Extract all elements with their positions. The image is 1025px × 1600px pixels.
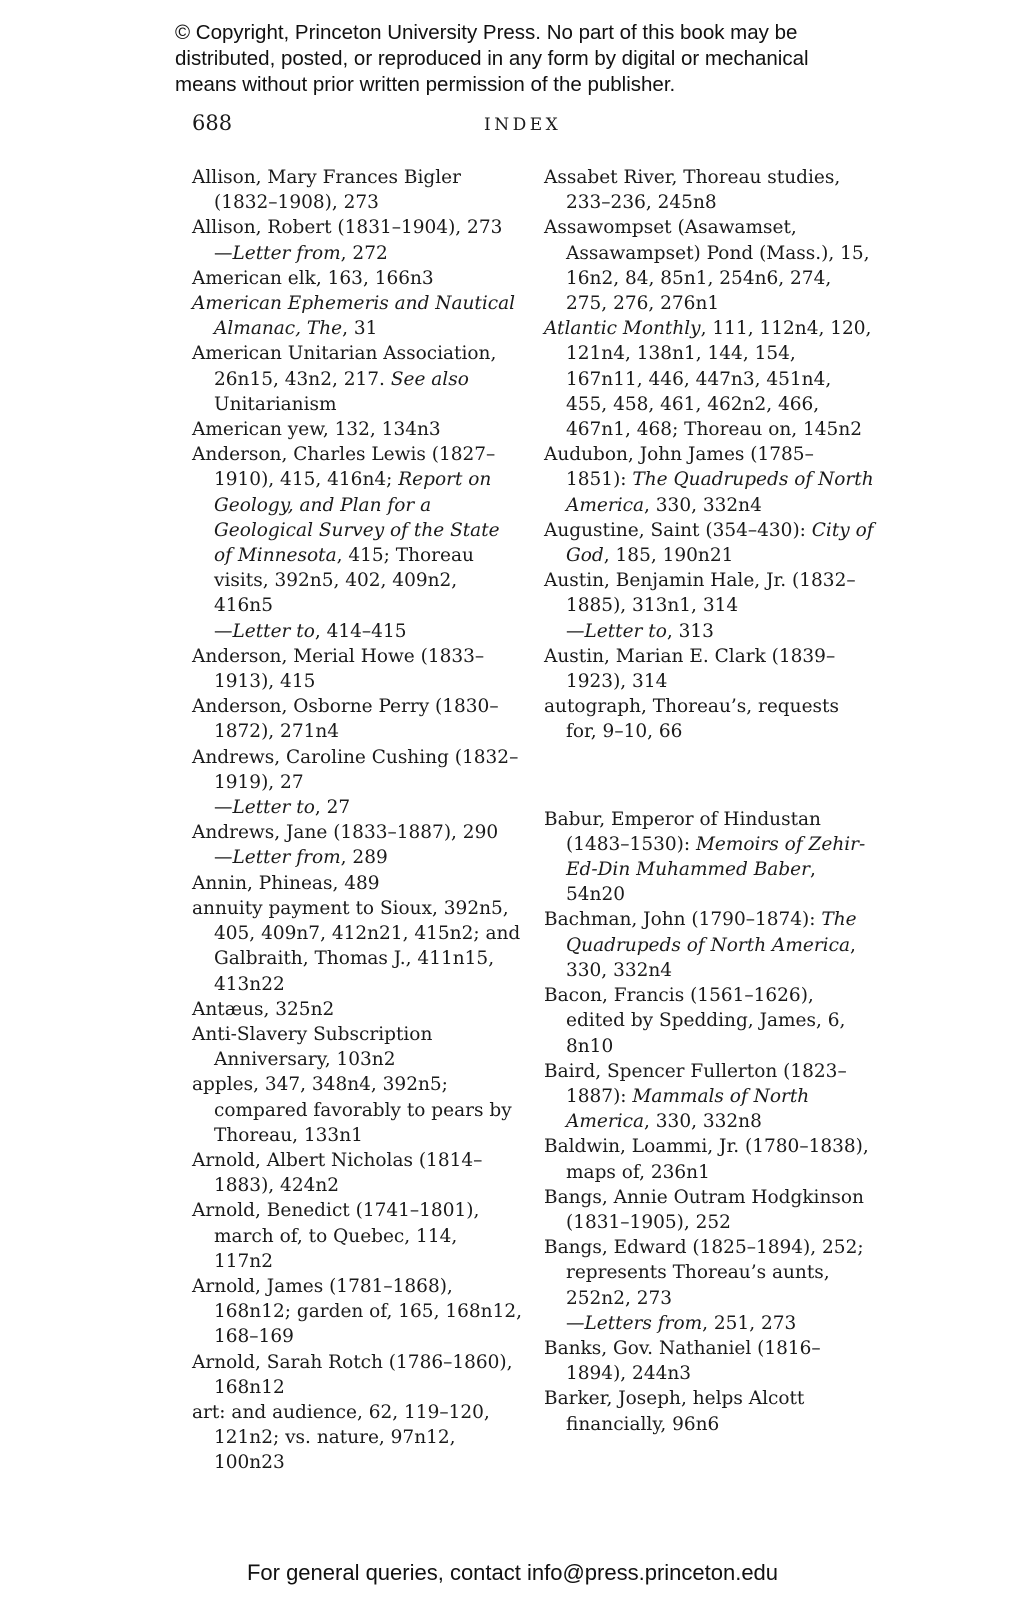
entry-text: Arnold, Benedict (1741–1801), march of, to Quebec, 114, 117n2 — [192, 1200, 480, 1272]
entry-text: Unitarianism — [214, 393, 337, 415]
index-entry — [192, 820, 522, 845]
index-entry — [192, 165, 522, 215]
index-entry — [544, 568, 874, 618]
italic-title: American Ephemeris and Nautical Almanac, The — [192, 293, 516, 340]
entry-text: , 251, 273 — [702, 1312, 797, 1334]
entry-text: Bangs, Annie Outram Hodgkinson (1831–1905), 252 — [544, 1186, 864, 1233]
index-entry — [192, 341, 522, 417]
entry-text: Bachman, John (1790–1874): — [544, 909, 822, 931]
italic-title: Letter to — [232, 620, 315, 642]
entry-text: autograph, Thoreau’s, requests for, 9–10, 66 — [544, 696, 839, 743]
index-entry — [544, 644, 874, 694]
italic-title: The Quadrupeds of North America — [566, 909, 857, 956]
italic-title: Letter from — [232, 242, 341, 264]
entry-text: , 414–415 — [314, 620, 407, 642]
index-subentry — [192, 241, 522, 266]
entry-text: Baldwin, Loammi, Jr. (1780–1838), maps of, 236n1 — [544, 1136, 869, 1183]
entry-text: Arnold, Albert Nicholas (1814–1883), 424n2 — [192, 1149, 483, 1197]
entry-text: Andrews, Caroline Cushing (1832–1919), 27 — [192, 746, 519, 793]
entry-text: American yew, 132, 134n3 — [192, 419, 441, 441]
entry-text: — — [566, 620, 585, 642]
entry-text: Annin, Phineas, 489 — [192, 872, 380, 894]
entry-text: — — [214, 797, 233, 819]
entry-text: — — [214, 242, 233, 264]
index-entry — [192, 896, 522, 997]
index-entry — [544, 1336, 874, 1386]
entry-text: Baird, Spencer Fullerton (1823–1887): — [544, 1060, 847, 1107]
index-entry — [192, 1350, 522, 1400]
entry-text: Augustine, Saint (354–430): — [544, 519, 812, 541]
index-entry — [544, 1059, 874, 1135]
italic-title: Letter to — [584, 620, 667, 642]
entry-text: Bacon, Francis (1561–1626), edited by Spedding, James, 6, 8n10 — [544, 985, 846, 1057]
italic-title: Report on Geology, and Plan for a Geological Survey of the State of Minnesota — [214, 469, 500, 567]
italic-title: Memoirs of Zehir-Ed-Din Muhammed Baber — [566, 833, 866, 881]
index-entry — [192, 644, 522, 694]
italic-title: Letter to — [232, 797, 315, 819]
index-column-right — [544, 165, 874, 1437]
index-entry — [192, 745, 522, 795]
entry-text: Audubon, John James (1785–1851): — [544, 444, 814, 491]
italic-title: City of God — [566, 519, 874, 567]
entry-text: , 111, 112n4, 120, 121n4, 138n1, 144, 154, 167n11, 446, 447n3, 451n4, 455, 458, 461, 462n2, 466, 467n1, 468; Thoreau on, 145n2 — [566, 318, 872, 441]
index-subentry — [192, 619, 522, 644]
entry-text: art: and audience, 62, 119–120, 121n2; vs. nature, 97n12, 100n23 — [192, 1401, 490, 1474]
entry-text: annuity payment to Sioux, 392n5, 405, 409n7, 412n21, 415n2; and Galbraith, Thomas J., 411n15, 413n22 — [192, 897, 521, 995]
entry-text: Anderson, Osborne Perry (1830–1872), 271n4 — [192, 696, 499, 743]
index-entry — [192, 1274, 522, 1350]
index-entry — [544, 1235, 874, 1311]
index-entry — [544, 442, 874, 518]
italic-title: The Quadrupeds of North America — [566, 469, 874, 516]
index-entry — [544, 316, 874, 442]
index-entry — [192, 1198, 522, 1274]
entry-text: — — [566, 1312, 585, 1334]
page-number: 688 — [192, 111, 233, 135]
italic-title: Mammals of North America — [566, 1085, 810, 1133]
running-head: INDEX — [484, 115, 562, 135]
entry-text: , 415; Thoreau visits, 392n5, 402, 409n2, 416n5 — [214, 545, 474, 617]
italic-title: Letter from — [232, 847, 341, 869]
index-entry — [192, 1400, 522, 1476]
entry-text: Assawompset (Asawamset, Assawampset) Pond (Mass.), 15, 16n2, 84, 85n1, 254n6, 274, 275, 276, 276n1 — [544, 217, 870, 315]
entry-text: Andrews, Jane (1833–1887), 290 — [192, 822, 499, 844]
entry-text: American Unitarian Association, 26n15, 43n2, 217. — [192, 343, 497, 390]
index-entry — [192, 266, 522, 291]
index-entry — [192, 871, 522, 896]
entry-text: American elk, 163, 166n3 — [192, 267, 434, 289]
entry-text: Barker, Joseph, helps Alcott financially, 96n6 — [544, 1388, 805, 1435]
entry-text: apples, 347, 348n4, 392n5; compared favorably to pears by Thoreau, 133n1 — [192, 1074, 512, 1146]
index-entry — [544, 907, 874, 983]
index-subentry — [544, 1311, 874, 1336]
index-entry — [544, 518, 874, 568]
index-entry — [192, 417, 522, 442]
entry-text: Arnold, James (1781–1868), 168n12; garden of, 165, 168n12, 168–169 — [192, 1275, 522, 1348]
footer-contact: For general queries, contact info@press.princeton.edu — [246, 1560, 779, 1585]
index-entry — [544, 807, 874, 908]
entry-text: , 330, 332n4 — [644, 494, 762, 516]
entry-text: Allison, Robert (1831–1904), 273 — [192, 217, 503, 239]
entry-text: — — [214, 620, 233, 642]
entry-text: Arnold, Sarah Rotch (1786–1860), 168n12 — [192, 1351, 513, 1398]
italic-title: See also — [390, 368, 469, 390]
entry-text: Allison, Mary Frances Bigler (1832–1908), 273 — [192, 167, 461, 214]
index-entry — [544, 215, 874, 316]
index-entry — [544, 983, 874, 1059]
entry-text: , 31 — [342, 318, 378, 340]
index-entry — [544, 1185, 874, 1235]
entry-text: , 330, 332n4 — [566, 934, 856, 981]
italic-title: Atlantic Monthly — [544, 318, 701, 340]
index-entry — [192, 1022, 522, 1072]
entry-text: — — [214, 847, 233, 869]
entry-text: Anderson, Charles Lewis (1827–1910), 415, 416n4; — [192, 444, 496, 491]
entry-text: , 27 — [314, 797, 351, 819]
index-entry — [192, 694, 522, 744]
index-entry — [192, 997, 522, 1022]
index-entry — [192, 442, 522, 618]
copyright-notice: © Copyright, Princeton University Press. No part of this book may be distributed, posted, or reproduced in any form by digital or mechanical means without prior written permission of the publisher. — [175, 21, 809, 96]
italic-title: Letters from — [584, 1312, 703, 1334]
entry-text: Austin, Marian E. Clark (1839–1923), 314 — [544, 645, 836, 693]
entry-text: Bangs, Edward (1825–1894), 252; represents Thoreau’s aunts, 252n2, 273 — [544, 1237, 864, 1309]
entry-text: Antæus, 325n2 — [192, 998, 335, 1020]
index-entry — [544, 165, 874, 215]
letter-group-gap — [544, 763, 874, 788]
index-entry — [192, 215, 522, 240]
index-entry — [544, 694, 874, 744]
entry-text: Anti-Slavery Subscription Anniversary, 103n2 — [192, 1023, 433, 1071]
entry-text: Anderson, Merial Howe (1833–1913), 415 — [192, 645, 485, 693]
index-entry — [192, 1072, 522, 1148]
index-entry — [544, 1134, 874, 1184]
index-entry — [192, 1148, 522, 1198]
index-entry — [192, 291, 522, 341]
entry-text: Babur, Emperor of Hindustan (1483–1530): — [544, 808, 821, 855]
index-subentry — [544, 619, 874, 644]
entry-text: Assabet River, Thoreau studies, 233–236, 245n8 — [544, 167, 841, 214]
entry-text: , 185, 190n21 — [603, 545, 734, 567]
entry-text: , 272 — [340, 242, 388, 264]
entry-text: , 54n20 — [566, 859, 816, 906]
index-subentry — [192, 845, 522, 870]
index-subentry — [192, 795, 522, 820]
index-entry — [544, 1386, 874, 1436]
entry-text: Banks, Gov. Nathaniel (1816–1894), 244n3 — [544, 1337, 821, 1385]
entry-text: , 313 — [666, 620, 714, 642]
entry-text: , 330, 332n8 — [644, 1111, 762, 1133]
entry-text: , 289 — [340, 847, 388, 869]
index-column-left — [192, 165, 522, 1476]
entry-text: Austin, Benjamin Hale, Jr. (1832–1885), 313n1, 314 — [544, 570, 856, 617]
